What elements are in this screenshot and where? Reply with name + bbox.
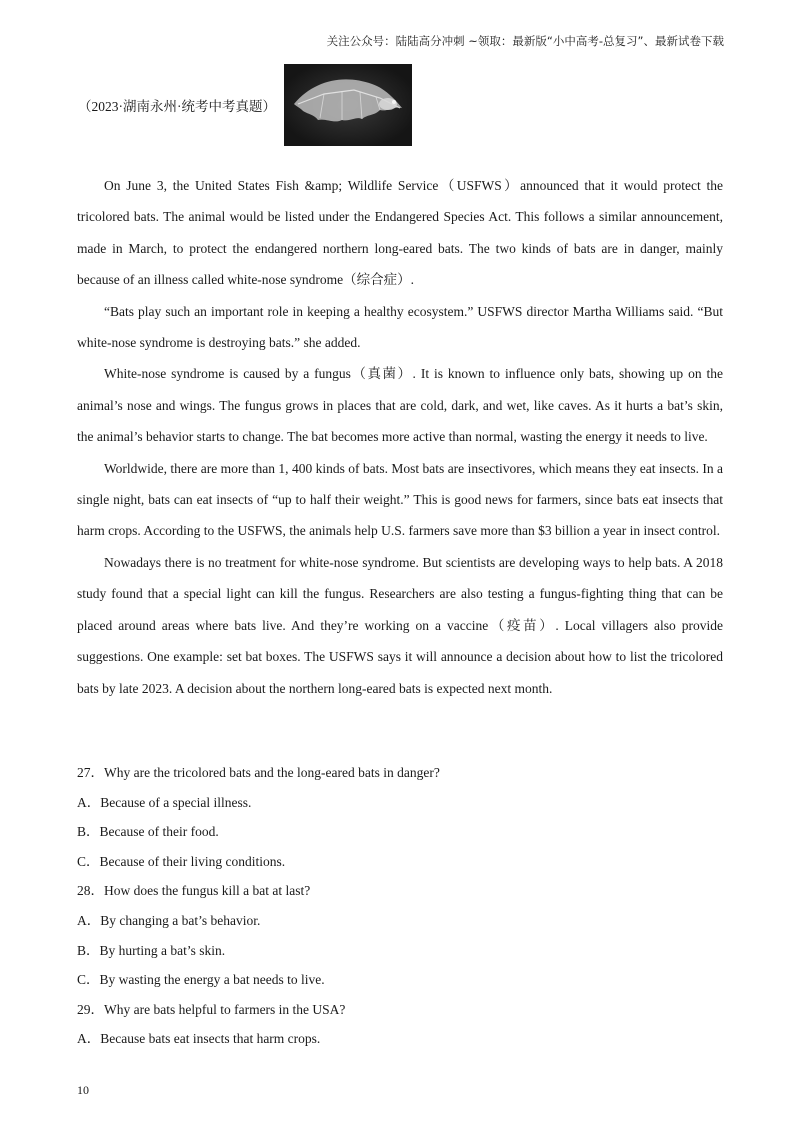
question-27-option-a: A．Because of a special illness. [77, 794, 252, 810]
header-note: 关注公众号：陆陆高分冲刺 ~领取：最新版“小中高考-总复习”、最新试卷下载 [326, 34, 724, 48]
source-row [78, 63, 412, 147]
question-28-option-c: C．By wasting the energy a bat needs to live. [77, 972, 325, 988]
question-27-option-c: C．Because of their living conditions. [77, 853, 286, 869]
article-paragraph: White-nose syndrome is caused by a fungus（真菌）. It is known to influence only bats, showing up on the animal’s nose and wings. The fungus grows in places that are cold, dark, and wet, like caves. As it hurts a bat’s skin, the animal’s behavior starts to change. The bat becomes more active than normal, wasting the energy it needs to live. [77, 366, 723, 445]
question-27-option-b: B．Because of their food. [77, 824, 219, 840]
article-paragraph: Worldwide, there are more than 1, 400 kinds of bats. Most bats are insectivores, which means they eat insects. In a single night, bats can eat insects of “up to half their weight.” This is good news for farmers, since bats eat insects that harm crops. According to the USFWS, the animals help U.S. farmers save more than $3 billion a year in insect control. [77, 460, 723, 539]
question-29-option-a: A．Because bats eat insects that harm crops. [77, 1031, 321, 1047]
article-paragraph: “Bats play such an important role in keeping a healthy ecosystem.” USFWS director Martha Williams said. “But white-nose syndrome is destroying bats.” she added. [77, 303, 723, 351]
bat-photo-icon [284, 64, 412, 146]
question-29-stem: 29．Why are bats helpful to farmers in the USA? [77, 1001, 346, 1017]
page-number: 10 [77, 1083, 89, 1097]
article-paragraph: Nowadays there is no treatment for white-nose syndrome. But scientists are developing ways to help bats. A 2018 study found that a special light can kill the fungus. Researchers are also testing a fungus-fighting thing that can be placed around areas where bats live. And they’re working on a vaccine（疫苗）. Local villagers also provide suggestions. One example: set bat boxes. The USFWS says it will announce a decision about how to list the tricolored bats by late 2023. A decision about the northern long-eared bats is expected next month. [77, 554, 723, 696]
question-28-option-a: A．By changing a bat’s behavior. [77, 912, 261, 928]
question-27-stem: 27．Why are the tricolored bats and the long-eared bats in danger? [77, 765, 440, 780]
article-body [77, 170, 723, 704]
question-28-option-b: B．By hurting a bat’s skin. [77, 942, 226, 958]
question-list [77, 758, 723, 1054]
question-28-stem: 28．How does the fungus kill a bat at last? [77, 883, 311, 899]
source-label: （2023·湖南永州·统考中考真题） [78, 99, 276, 114]
article-paragraph: On June 3, the United States Fish &amp; Wildlife Service（USFWS）announced that it would protect the tricolored bats. The animal would be listed under the Endangered Species Act. This follows a similar announcement, made in March, to protect the endangered northern long-eared bats. The two kinds of bats are in danger, mainly because of an illness called white-nose syndrome（综合症）. [77, 178, 723, 288]
